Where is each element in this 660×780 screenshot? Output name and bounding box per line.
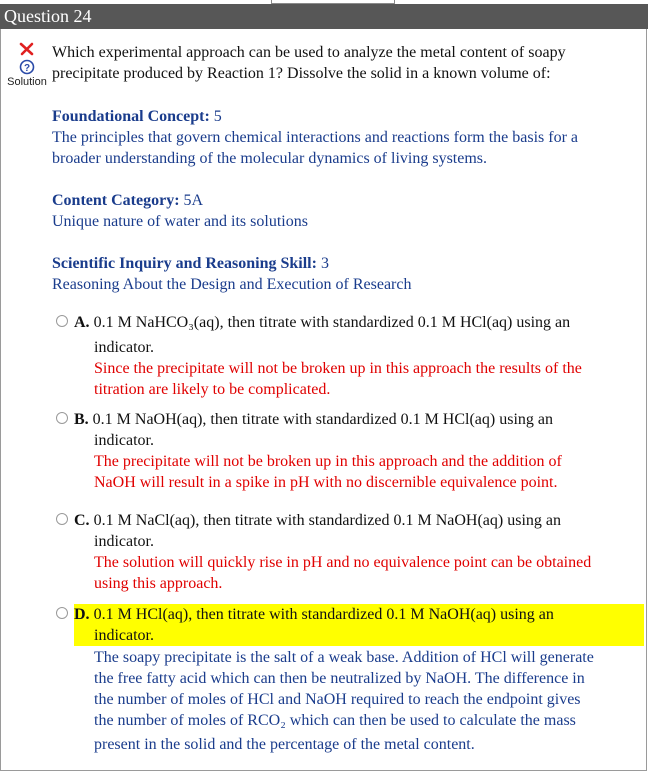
option-text: 0.1 M NaHCO₃(aq), then titrate with standardized 0.1 M HCl(aq) using an	[93, 314, 571, 331]
explanation-line: Since the precipitate will not be broken up in this approach the results of the	[94, 360, 582, 377]
foundational-concept	[52, 106, 642, 169]
option-letter: D.	[74, 606, 90, 623]
option-body	[74, 312, 644, 400]
explanation-line: The soapy precipitate is the salt of a weak base. Addition of HCl will generate	[94, 649, 594, 666]
question-header	[0, 4, 648, 29]
foundational-desc-2: broader understanding of the molecular dynamics of living systems.	[52, 150, 488, 167]
highlighted-answer	[74, 604, 644, 646]
radio-button[interactable]	[56, 315, 68, 327]
content-desc: Unique nature of water and its solutions	[52, 213, 308, 230]
content-category	[52, 190, 642, 232]
radio-button[interactable]	[56, 412, 68, 424]
foundational-label: Foundational Concept:	[52, 108, 210, 125]
content-label: Content Category:	[52, 192, 180, 209]
explanation-line: present in the solid and the percentage of the metal content.	[94, 736, 475, 753]
explanation-line: the number of moles of HCl and NaOH required to reach the endpoint gives	[94, 691, 581, 708]
explanation-line: the number of moles of RCO₂ which can then be used to calculate the mass	[94, 712, 576, 729]
question-stem	[52, 42, 632, 84]
option-text: 0.1 M NaCl(aq), then titrate with standardized 0.1 M NaOH(aq) using an	[93, 512, 561, 529]
option-text: 0.1 M NaOH(aq), then titrate with standardized 0.1 M HCl(aq) using an	[92, 411, 554, 428]
explanation-line: the free fatty acid which can then be neutralized by NaOH. The difference in	[94, 670, 585, 687]
explanation-line: The solution will quickly rise in pH and no equivalence point can be obtained	[94, 554, 592, 571]
option-body	[74, 604, 644, 755]
option-text-2: indicator.	[94, 627, 154, 644]
option-body	[74, 510, 644, 594]
question-title: Question 24	[4, 6, 92, 26]
option-text: 0.1 M HCl(aq), then titrate with standardized 0.1 M NaOH(aq) using an	[93, 606, 554, 623]
reasoning-skill	[52, 253, 642, 295]
option-text-2: indicator.	[94, 339, 154, 356]
content-value: 5A	[183, 192, 204, 209]
option-text-2: indicator.	[94, 533, 154, 550]
foundational-value: 5	[213, 108, 222, 125]
radio-button[interactable]	[56, 607, 68, 619]
skill-label: Scientific Inquiry and Reasoning Skill:	[52, 255, 317, 272]
explanation-line: titration are likely to be complicated.	[94, 381, 331, 398]
option-text-2: indicator.	[94, 432, 154, 449]
option-body	[74, 409, 644, 493]
status-column	[4, 41, 50, 88]
stem-line-1: Which experimental approach can be used to analyze the metal content of soapy	[52, 44, 566, 61]
explanation-line: using this approach.	[94, 575, 223, 592]
solution-label[interactable]: Solution	[7, 76, 47, 88]
option-letter: B.	[74, 411, 89, 428]
explanation-line: The precipitate will not be broken up in this approach and the addition of	[94, 453, 562, 470]
solution-icon[interactable]	[19, 59, 35, 75]
foundational-desc-1: The principles that govern chemical interactions and reactions form the basis for a	[52, 129, 579, 146]
skill-value: 3	[320, 255, 329, 272]
x-mark-icon	[17, 41, 37, 57]
skill-desc: Reasoning About the Design and Execution of Research	[52, 276, 412, 293]
option-letter: A.	[74, 314, 90, 331]
stem-line-2: precipitate produced by Reaction 1? Dissolve the solid in a known volume of:	[52, 65, 551, 82]
svg-text:?: ?	[23, 63, 31, 74]
radio-button[interactable]	[56, 513, 68, 525]
option-letter: C.	[74, 512, 90, 529]
explanation-line: NaOH will result in a spike in pH with no discernible equivalence point.	[94, 474, 558, 491]
